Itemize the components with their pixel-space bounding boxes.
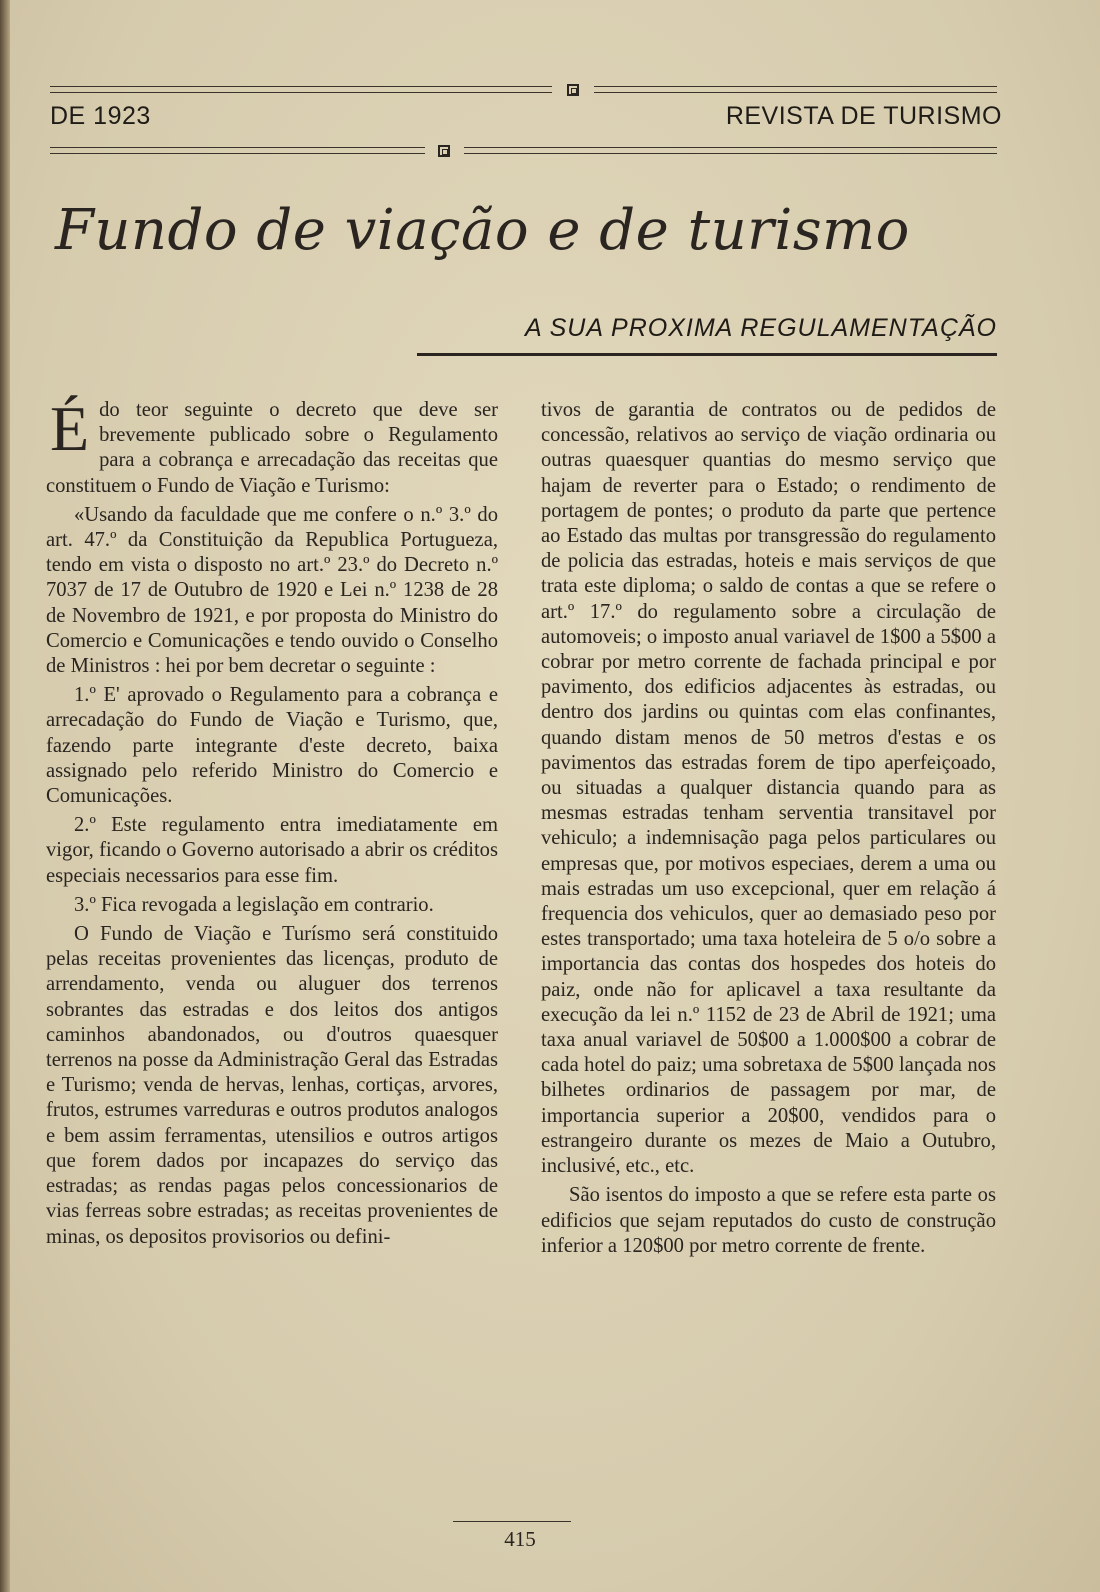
article-title: Fundo de viação e de turismo <box>55 198 910 263</box>
paragraph: 1.º E' aprovado o Regulamento para a cobrança e arrecadação do Fundo de Viação e Turismo, que, fazendo parte integrante d'este decreto, baixa assignado pelo referido Ministro do Comercio e Comunicações. <box>46 684 498 808</box>
article-subtitle: A SUA PROXIMA REGULAMENTAÇÃO <box>524 314 997 342</box>
paragraph: Édo teor seguinte o decreto que deve ser brevemente publicado sobre o Regulamento para a cobrança e arrecadação das receitas que constituem o Fundo de Viação e Turismo: <box>46 393 498 497</box>
page-number-rule <box>453 1521 571 1522</box>
ornament-icon <box>438 145 450 157</box>
running-head-date: DE 1923 <box>50 102 151 130</box>
header-rule-bottom-left <box>50 147 425 154</box>
paragraph: «Usando da faculdade que me confere o n.º 3.º do art. 47.º da Constituição da Republica Portugueza, tendo em vista o disposto no art.º 23.º do Decreto n.º 7037 de 17 de Outubro de 1920 e Lei n.º 1238 de 28 de Novembro de 1921, e por proposta do Ministro do Comercio e Comunicações e tendo ouvido o Conselho de Ministros : hei por bem decretar o seguinte : <box>46 503 498 678</box>
paragraph: 2.º Este regulamento entra imediatamente em vigor, ficando o Governo autorisado a abrir os créditos especiais necessarios para esse fim. <box>46 814 498 887</box>
text-column-right <box>541 398 996 1259</box>
header-rule-top-right <box>594 86 997 93</box>
paragraph: O Fundo de Viação e Turísmo será constituido pelas receitas provenientes das licenças, produto de arrendamento, venda ou aluguer dos terrenos sobrantes das estradas e dos leitos dos antigos caminhos abandonados, ou d'outros quaesquer terrenos na posse da Administração Geral das Estradas e Turismo; venda de hervas, lenhas, cortiças, arvores, frutos, estrumes varreduras e outros produtos analogos e bem assim ferramentas, utensilios e outros artigos que forem dados por incapazes do serviço das estradas; as rendas pagas pelos concessionarios de vias ferreas sobre estradas; as receitas provenientes de minas, os depositos provisorios ou defini- <box>46 923 498 1248</box>
running-head-journal: REVISTA DE TURISMO <box>725 102 1002 130</box>
text-column-left <box>46 393 498 1250</box>
ornament-icon <box>567 84 579 96</box>
paragraph: tivos de garantia de contratos ou de pedidos de concessão, relativos ao serviço de viação ordinaria ou outras quaesquer quantias do mesmo serviço que hajam de reverter para o Estado; o rendimento de portagem de pontes; o produto da parte que pertence ao Estado das multas por transgressão do regulamento de policia das estradas, hoteis e mais serviços de que trata este diploma; o saldo de contas a que se refere o art.º 17.º do regulamento sobre a circulação de automoveis; o imposto anual variavel de 1$00 a 5$00 a cobrar por metro corrente de fachada principal e por pavimento, dos edificios adjacentes às estradas, ou dentro dos jardins ou quintas com elas confinantes, quando distam menos de 50 metros d'estas e os pavimentos das estradas forem de tipo aperfeiçoado, ou situadas a qualquer distancia quando para as mesmas estradas tenham serventia transitavel por vehiculo; a indemnisação paga pelos particulares ou empresas que, por motivos especiaes, derem a uma ou mais estradas um uso excepcional, quer em relação á frequencia dos vehiculos, quer ao demasiado peso por estes transportado; uma taxa hoteleira de 5 o/o sobre a importancia das contas dos hospedes dos hoteis do paiz, onde não for aplicavel a taxa resultante da execução da lei n.º 1152 de 23 de Abril de 1921; uma taxa anual variavel de 50$00 a 1.000$00 a cobrar de cada hotel do paiz; uma sobretaxa de 5$00 lançada nos bilhetes ordinarios de passagem por mar, de importancia superior a 20$00, vendidos para o estrangeiro durante os mezes de Maio a Outubro, inclusivé, etc., etc. <box>541 399 996 1178</box>
paragraph: São isentos do imposto a que se refere esta parte os edificios que sejam reputados do custo de construção inferior a 120$00 por metro corrente de frente. <box>541 1184 996 1257</box>
binding-edge <box>0 0 10 1592</box>
drop-cap: É <box>50 393 90 464</box>
header-rule-bottom-right <box>464 147 997 154</box>
header-rule-top-left <box>50 86 552 93</box>
paragraph: 3.º Fica revogada a legislação em contrario. <box>74 893 434 916</box>
subtitle-underline <box>417 353 997 356</box>
page-number: 415 <box>504 1527 536 1551</box>
